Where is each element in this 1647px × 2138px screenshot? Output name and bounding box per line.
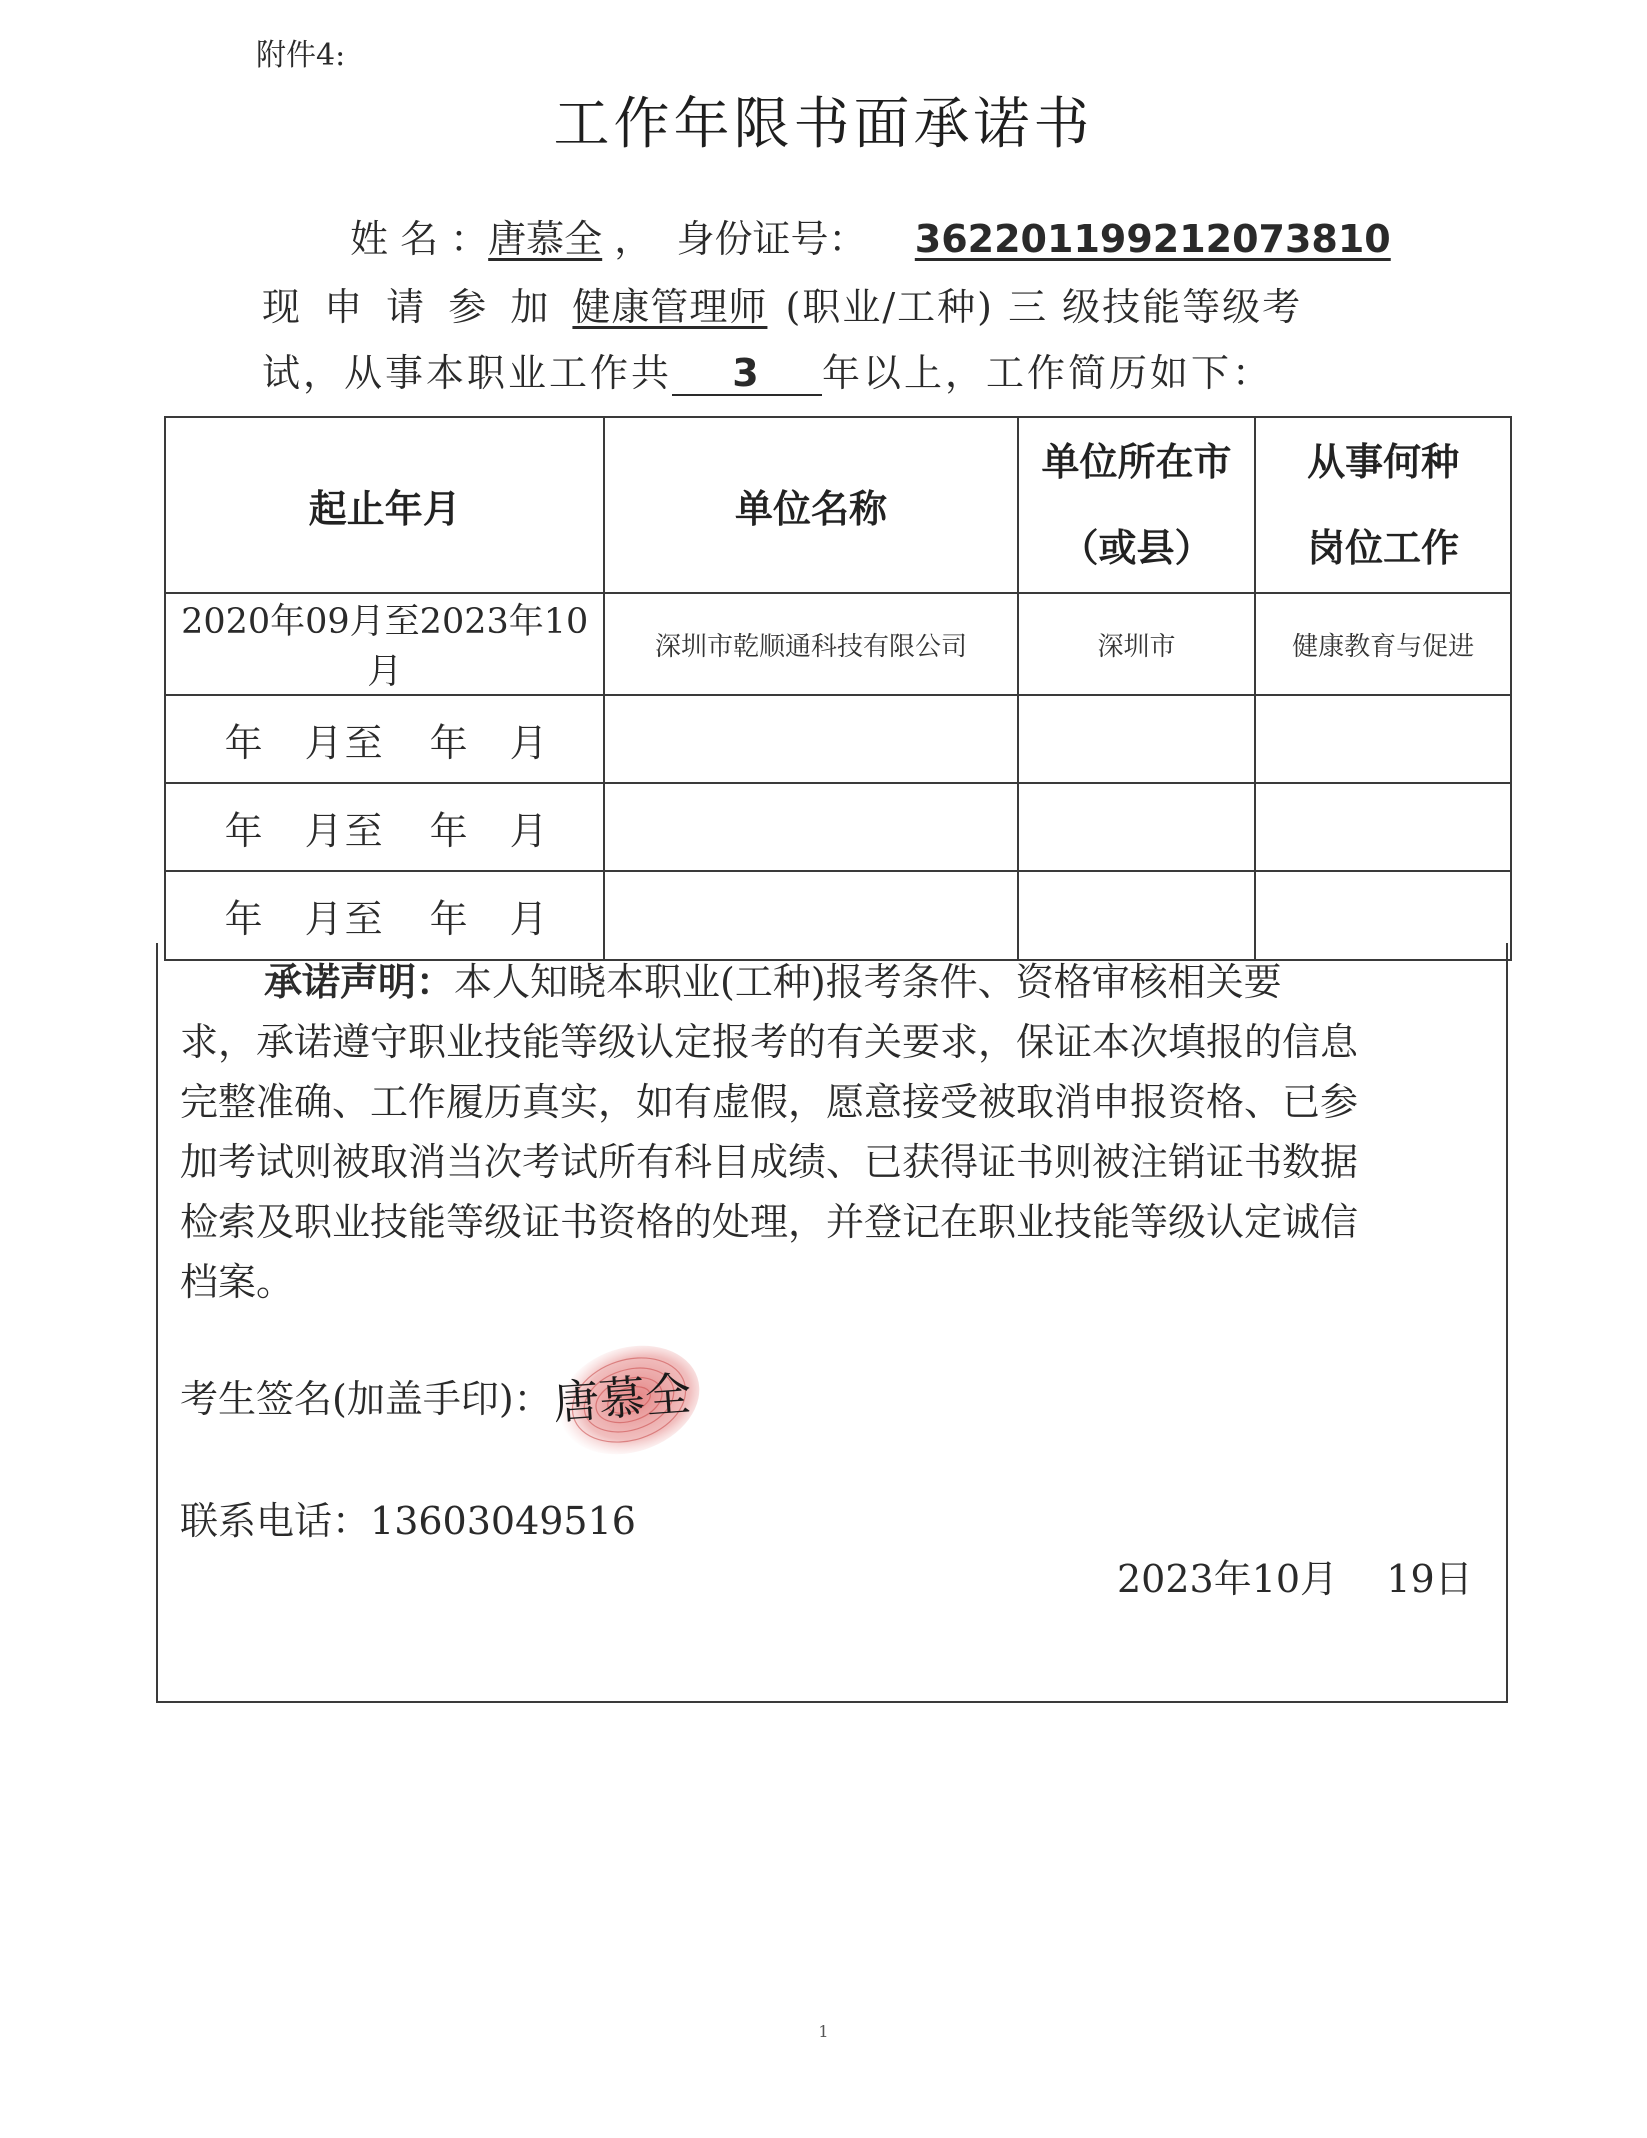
header-position: [1255, 417, 1511, 593]
blank-position: [1255, 783, 1511, 871]
blank-year: 年: [224, 720, 265, 765]
apply-suffix: (职业/工种) 三 级技能等级考: [785, 285, 1303, 329]
table-row: [165, 593, 1511, 695]
applicant-name: 唐慕全: [488, 217, 603, 261]
declaration-label: 承诺声明：: [264, 960, 455, 1004]
attachment-label: 附件4:: [256, 38, 346, 73]
blank-company: [604, 695, 1017, 783]
blank-city: [1018, 695, 1256, 783]
header-period: 起止年月: [165, 417, 604, 593]
table-row-blank: [165, 783, 1511, 871]
blank-position: [1255, 695, 1511, 783]
years-suffix: 年以上，工作简历如下：: [822, 351, 1274, 395]
blank-year2: 年: [429, 720, 470, 765]
header-city-line2: （或县）: [1060, 526, 1213, 570]
application-line: [262, 276, 1302, 331]
blank-period: [165, 783, 604, 871]
years-line: [262, 342, 1273, 397]
blank-month2: 月: [509, 720, 550, 765]
blank-year2: 年: [429, 897, 470, 941]
blank-month2: 月: [509, 808, 550, 853]
declaration-line2: 求，承诺遵守职业技能等级认定报考的有关要求，保证本次填报的信息: [180, 1020, 1359, 1064]
header-position-line2: 岗位工作: [1307, 526, 1460, 570]
blank-year: 年: [224, 897, 265, 941]
contact-phone: [180, 1490, 636, 1545]
blank-month2: 月: [509, 897, 550, 941]
table-row-blank: [165, 695, 1511, 783]
blank-city: [1018, 783, 1256, 871]
id-number: 362201199212073810: [914, 217, 1391, 261]
declaration-line1: 本人知晓本职业(工种)报考条件、资格审核相关要: [454, 960, 1282, 1004]
declaration-line4: 加考试则被取消当次考试所有科目成绩、已获得证书则被注销证书数据: [180, 1140, 1359, 1184]
table-header-row: [165, 417, 1511, 593]
separator: ，: [602, 217, 653, 261]
id-label: 身份证号：: [676, 217, 867, 261]
document-title: 工作年限书面承诺书: [553, 92, 1094, 157]
occupation: 健康管理师: [572, 285, 768, 329]
handwritten-signature: 唐慕全: [551, 1366, 693, 1430]
years-prefix: 试，从事本职业工作共: [262, 351, 673, 395]
header-city: [1018, 417, 1256, 593]
row-company: 深圳市乾顺通科技有限公司: [604, 593, 1017, 695]
declaration-text: [180, 952, 1430, 1312]
signature-label: 考生签名(加盖手印)：: [180, 1377, 552, 1421]
phone-label: 联系电话：: [180, 1499, 371, 1543]
row-position: 健康教育与促进: [1255, 593, 1511, 695]
blank-company: [604, 783, 1017, 871]
row-city: 深圳市: [1018, 593, 1256, 695]
years-value: 3: [672, 354, 822, 396]
declaration-line5: 检索及职业技能等级证书资格的处理，并登记在职业技能等级认定诚信: [180, 1200, 1359, 1244]
declaration-line6: 档案。: [180, 1260, 295, 1304]
blank-month-to: 月至: [304, 808, 385, 853]
sign-date: 2023年10月 19日: [1117, 1557, 1473, 1601]
work-history-table: [164, 416, 1512, 961]
applicant-line: [350, 208, 1391, 263]
blank-period: [165, 695, 604, 783]
header-position-line1: 从事何种: [1307, 440, 1460, 484]
row-period: 2020年09月至2023年10月: [165, 593, 604, 695]
declaration-line3: 完整准确、工作履历真实，如有虚假，愿意接受被取消申报资格、已参: [180, 1080, 1359, 1124]
page-number: 1: [818, 2022, 829, 2041]
header-company: 单位名称: [604, 417, 1017, 593]
phone-number: 13603049516: [370, 1499, 636, 1543]
fingerprint-signature: [545, 1338, 707, 1456]
blank-year2: 年: [429, 808, 470, 853]
blank-month-to: 月至: [304, 897, 385, 941]
apply-prefix: 现 申 请 参 加: [262, 285, 555, 329]
header-city-line1: 单位所在市: [1041, 440, 1232, 484]
name-label: 姓 名 ：: [350, 217, 489, 261]
blank-month-to: 月至: [304, 720, 385, 765]
blank-year: 年: [224, 808, 265, 853]
